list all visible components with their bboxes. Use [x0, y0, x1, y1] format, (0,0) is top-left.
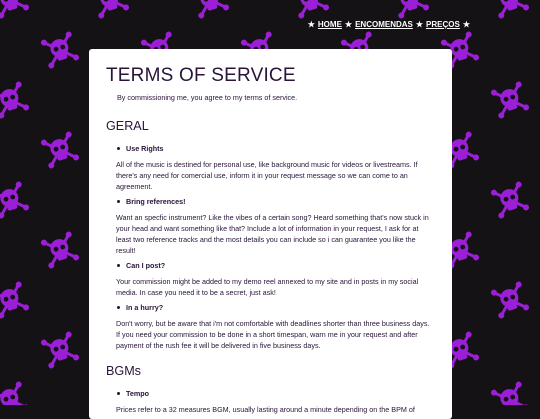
terms-card: [89, 49, 452, 419]
faq-list: [106, 389, 430, 398]
faq-list: [106, 144, 430, 153]
skull-icon: [0, 0, 30, 19]
star-icon: ★: [416, 20, 423, 29]
section-bgms: [106, 364, 430, 415]
faq-question: In a hurry?: [115, 303, 430, 312]
faq-question: Use Rights: [115, 144, 430, 153]
nav-link-encomendas[interactable]: ENCOMENDAS: [355, 20, 413, 29]
skull-icon: [90, 0, 130, 19]
faq-answer: Your commission might be added to my demo reel annexed to my site and in posts in my social media. In case you need it to be a secret, just ask!: [116, 276, 430, 298]
skull-icon: [490, 0, 530, 19]
faq-answer: Want an specfic instrument? Like the vibes of a certain song? Heard something that's now stuck in your head and want something like that? Include a lot of information in your request, I ask for at least two reference tracks and the most details you can include so i can guarantee you like the result!: [116, 212, 430, 256]
star-icon: ★: [308, 20, 315, 29]
faq-answer: All of the music is destined for personal use, like background music for videos or livestreams. If there's any need for comercial use, inform it in your request message so we can come to an agreement.: [116, 159, 430, 192]
skull-icon: [490, 381, 530, 405]
skull-icon: [290, 0, 330, 19]
faq-list: [106, 261, 430, 270]
skull-icon: [0, 381, 30, 405]
top-nav: [308, 20, 470, 29]
skull-icon: [490, 181, 530, 219]
faq-answer: Don't worry, but be aware that i'm not comfortable with deadlines shorter than three business days. If you need your commission to be done in a short timespan, warn me in your request and after payment of the rush fee it will be delivered in five business days.: [116, 318, 430, 351]
nav-link-home[interactable]: HOME: [318, 20, 342, 29]
nav-link-precos[interactable]: PREÇOS: [426, 20, 460, 29]
star-icon: ★: [463, 20, 470, 29]
skull-icon: [490, 281, 530, 319]
skull-icon: [490, 81, 530, 119]
faq-question: Tempo: [115, 389, 430, 398]
skull-icon: [40, 231, 80, 269]
section-geral: [106, 119, 430, 351]
skull-icon: [40, 331, 80, 369]
faq-list: [106, 197, 430, 206]
section-title: GERAL: [106, 119, 430, 133]
skull-icon: [0, 281, 30, 319]
star-icon: ★: [345, 20, 352, 29]
faq-question: Can I post?: [115, 261, 430, 270]
section-title: BGMs: [106, 364, 430, 378]
skull-icon: [0, 181, 30, 219]
skull-icon: [40, 131, 80, 169]
skull-icon: [0, 81, 30, 119]
skull-icon: [190, 0, 230, 19]
faq-list: [106, 303, 430, 312]
faq-answer: Prices refer to a 32 measures BGM, usually lasting around a minute depending on the BPM of: [116, 404, 430, 415]
skull-icon: [40, 31, 80, 69]
faq-question: Bring references!: [115, 197, 430, 206]
page-title: TERMS OF SERVICE: [106, 65, 430, 87]
skull-icon: [390, 0, 430, 19]
intro-text: By commissioning me, you agree to my terms of service.: [117, 93, 430, 102]
